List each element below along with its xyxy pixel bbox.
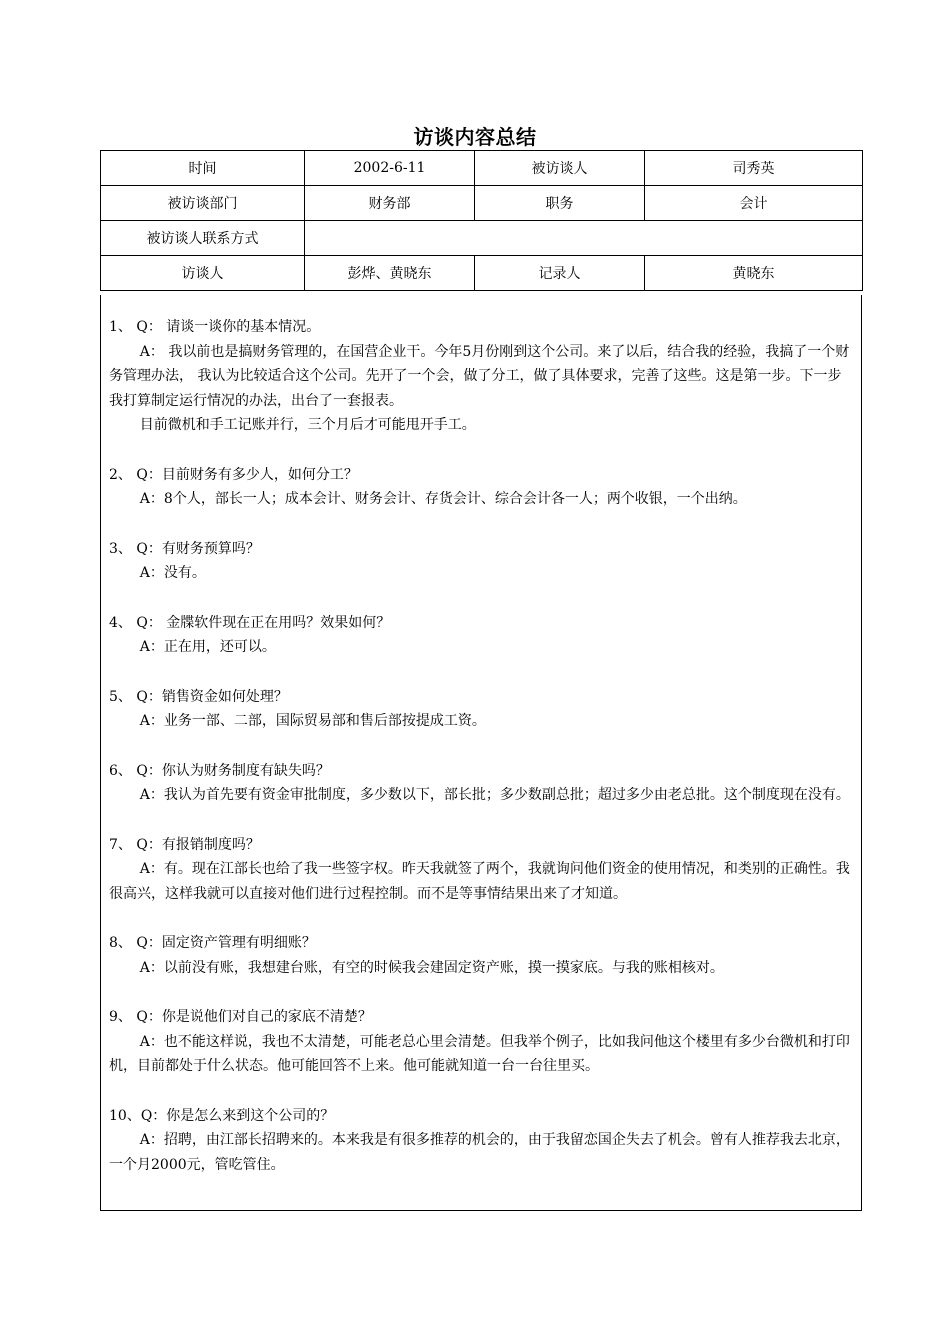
table-row — [101, 256, 863, 291]
question: 9、 Q：你是说他们对自己的家底不清楚？ — [109, 1009, 372, 1025]
answer: A：有。现在江部长也给了我一些签字权。昨天我就签了两个，我就询问他们资金的使用情况，和类别的正确性。我很高兴，这样我就可以直接对他们进行过程控制。而不是等事情结果出来了才知道。 — [109, 861, 850, 902]
question: 4、 Q： 金牒软件现在正在用吗？效果如何？ — [109, 614, 391, 631]
answer: A：8个人，部长一人；成本会计、财务会计、存货会计、综合会计各一人；两个收银，一个出纳。 — [139, 491, 747, 507]
qa-item — [109, 463, 853, 512]
position-value: 会计 — [645, 186, 863, 221]
interviewer-label: 访谈人 — [101, 256, 305, 291]
qa-item — [109, 833, 853, 907]
answer: 目前微机和手工记账并行，三个月后才可能甩开手工。 — [139, 417, 476, 433]
contact-label: 被访谈人联系方式 — [101, 221, 305, 256]
table-row — [101, 151, 863, 186]
table-row — [101, 221, 863, 256]
answer: A：正在用，还可以。 — [139, 639, 276, 655]
answer: A：以前没有账，我想建台账，有空的时候我会建固定资产账，摸一摸家底。与我的账相核对。 — [139, 959, 724, 976]
question: 6、 Q：你认为财务制度有缺失吗？ — [109, 762, 330, 779]
answer: A：没有。 — [139, 565, 206, 581]
position-label: 职务 — [475, 186, 645, 221]
interviewer-value: 彭烨、黄晓东 — [305, 256, 475, 291]
recorder-value: 黄晓东 — [645, 256, 863, 291]
qa-item — [109, 759, 853, 808]
recorder-label: 记录人 — [475, 256, 645, 291]
answer: A：我认为首先要有资金审批制度，多少数以下，部长批；多少数副总批；超过多少由老总批。这个制度现在没有。 — [139, 787, 850, 803]
page-title: 访谈内容总结 — [413, 125, 537, 149]
contact-value — [305, 221, 863, 256]
question: 5、 Q：销售资金如何处理？ — [109, 688, 288, 705]
question: 2、 Q：目前财务有多少人，如何分工？ — [109, 466, 358, 483]
interview-info-table — [100, 150, 863, 291]
answer: A： 我以前也是搞财务管理的，在国营企业干。今年5月份刚到这个公司。来了以后，结合我的经验，我搞了一个财务管理办法， 我认为比较适合这个公司。先开了一个会，做了分工，做了具体要求，完善了这些。这是第一步。下一步我打算制定运行情况的办法，出台了一套报表。 — [109, 343, 850, 409]
question: 7、 Q：有报销制度吗？ — [109, 836, 260, 853]
question: 1、 Q： 请谈一谈你的基本情况。 — [109, 319, 321, 335]
qa-item — [109, 1104, 853, 1178]
answer: A：也不能这样说，我也不太清楚，可能老总心里会清楚。但我举个例子，比如我问他这个楼里有多少台微机和打印机，目前都处于什么状态。他可能回答不上来。他可能就知道一台一台往里买。 — [109, 1033, 850, 1074]
interview-content — [100, 295, 862, 1211]
answer: A：招聘，由江部长招聘来的。本来我是有很多推荐的机会的，由于我留恋国企失去了机会。曾有人推荐我去北京，一个月2000元，管吃管住。 — [109, 1132, 850, 1173]
qa-item — [109, 931, 853, 980]
qa-item — [109, 537, 853, 586]
qa-item — [109, 1005, 853, 1079]
table-row — [101, 186, 863, 221]
qa-item — [109, 611, 853, 660]
question: 10、Q：你是怎么来到这个公司的？ — [109, 1107, 335, 1124]
interviewee-label: 被访谈人 — [475, 151, 645, 186]
department-value: 财务部 — [305, 186, 475, 221]
department-label: 被访谈部门 — [101, 186, 305, 221]
interviewee-value: 司秀英 — [645, 151, 863, 186]
answer: A：业务一部、二部，国际贸易部和售后部按提成工资。 — [139, 713, 486, 729]
time-value: 2002-6-11 — [305, 151, 475, 186]
question: 3、 Q：有财务预算吗？ — [109, 540, 260, 557]
time-label: 时间 — [101, 151, 305, 186]
qa-item — [109, 315, 853, 438]
qa-item — [109, 685, 853, 734]
question: 8、 Q：固定资产管理有明细账？ — [109, 935, 316, 951]
